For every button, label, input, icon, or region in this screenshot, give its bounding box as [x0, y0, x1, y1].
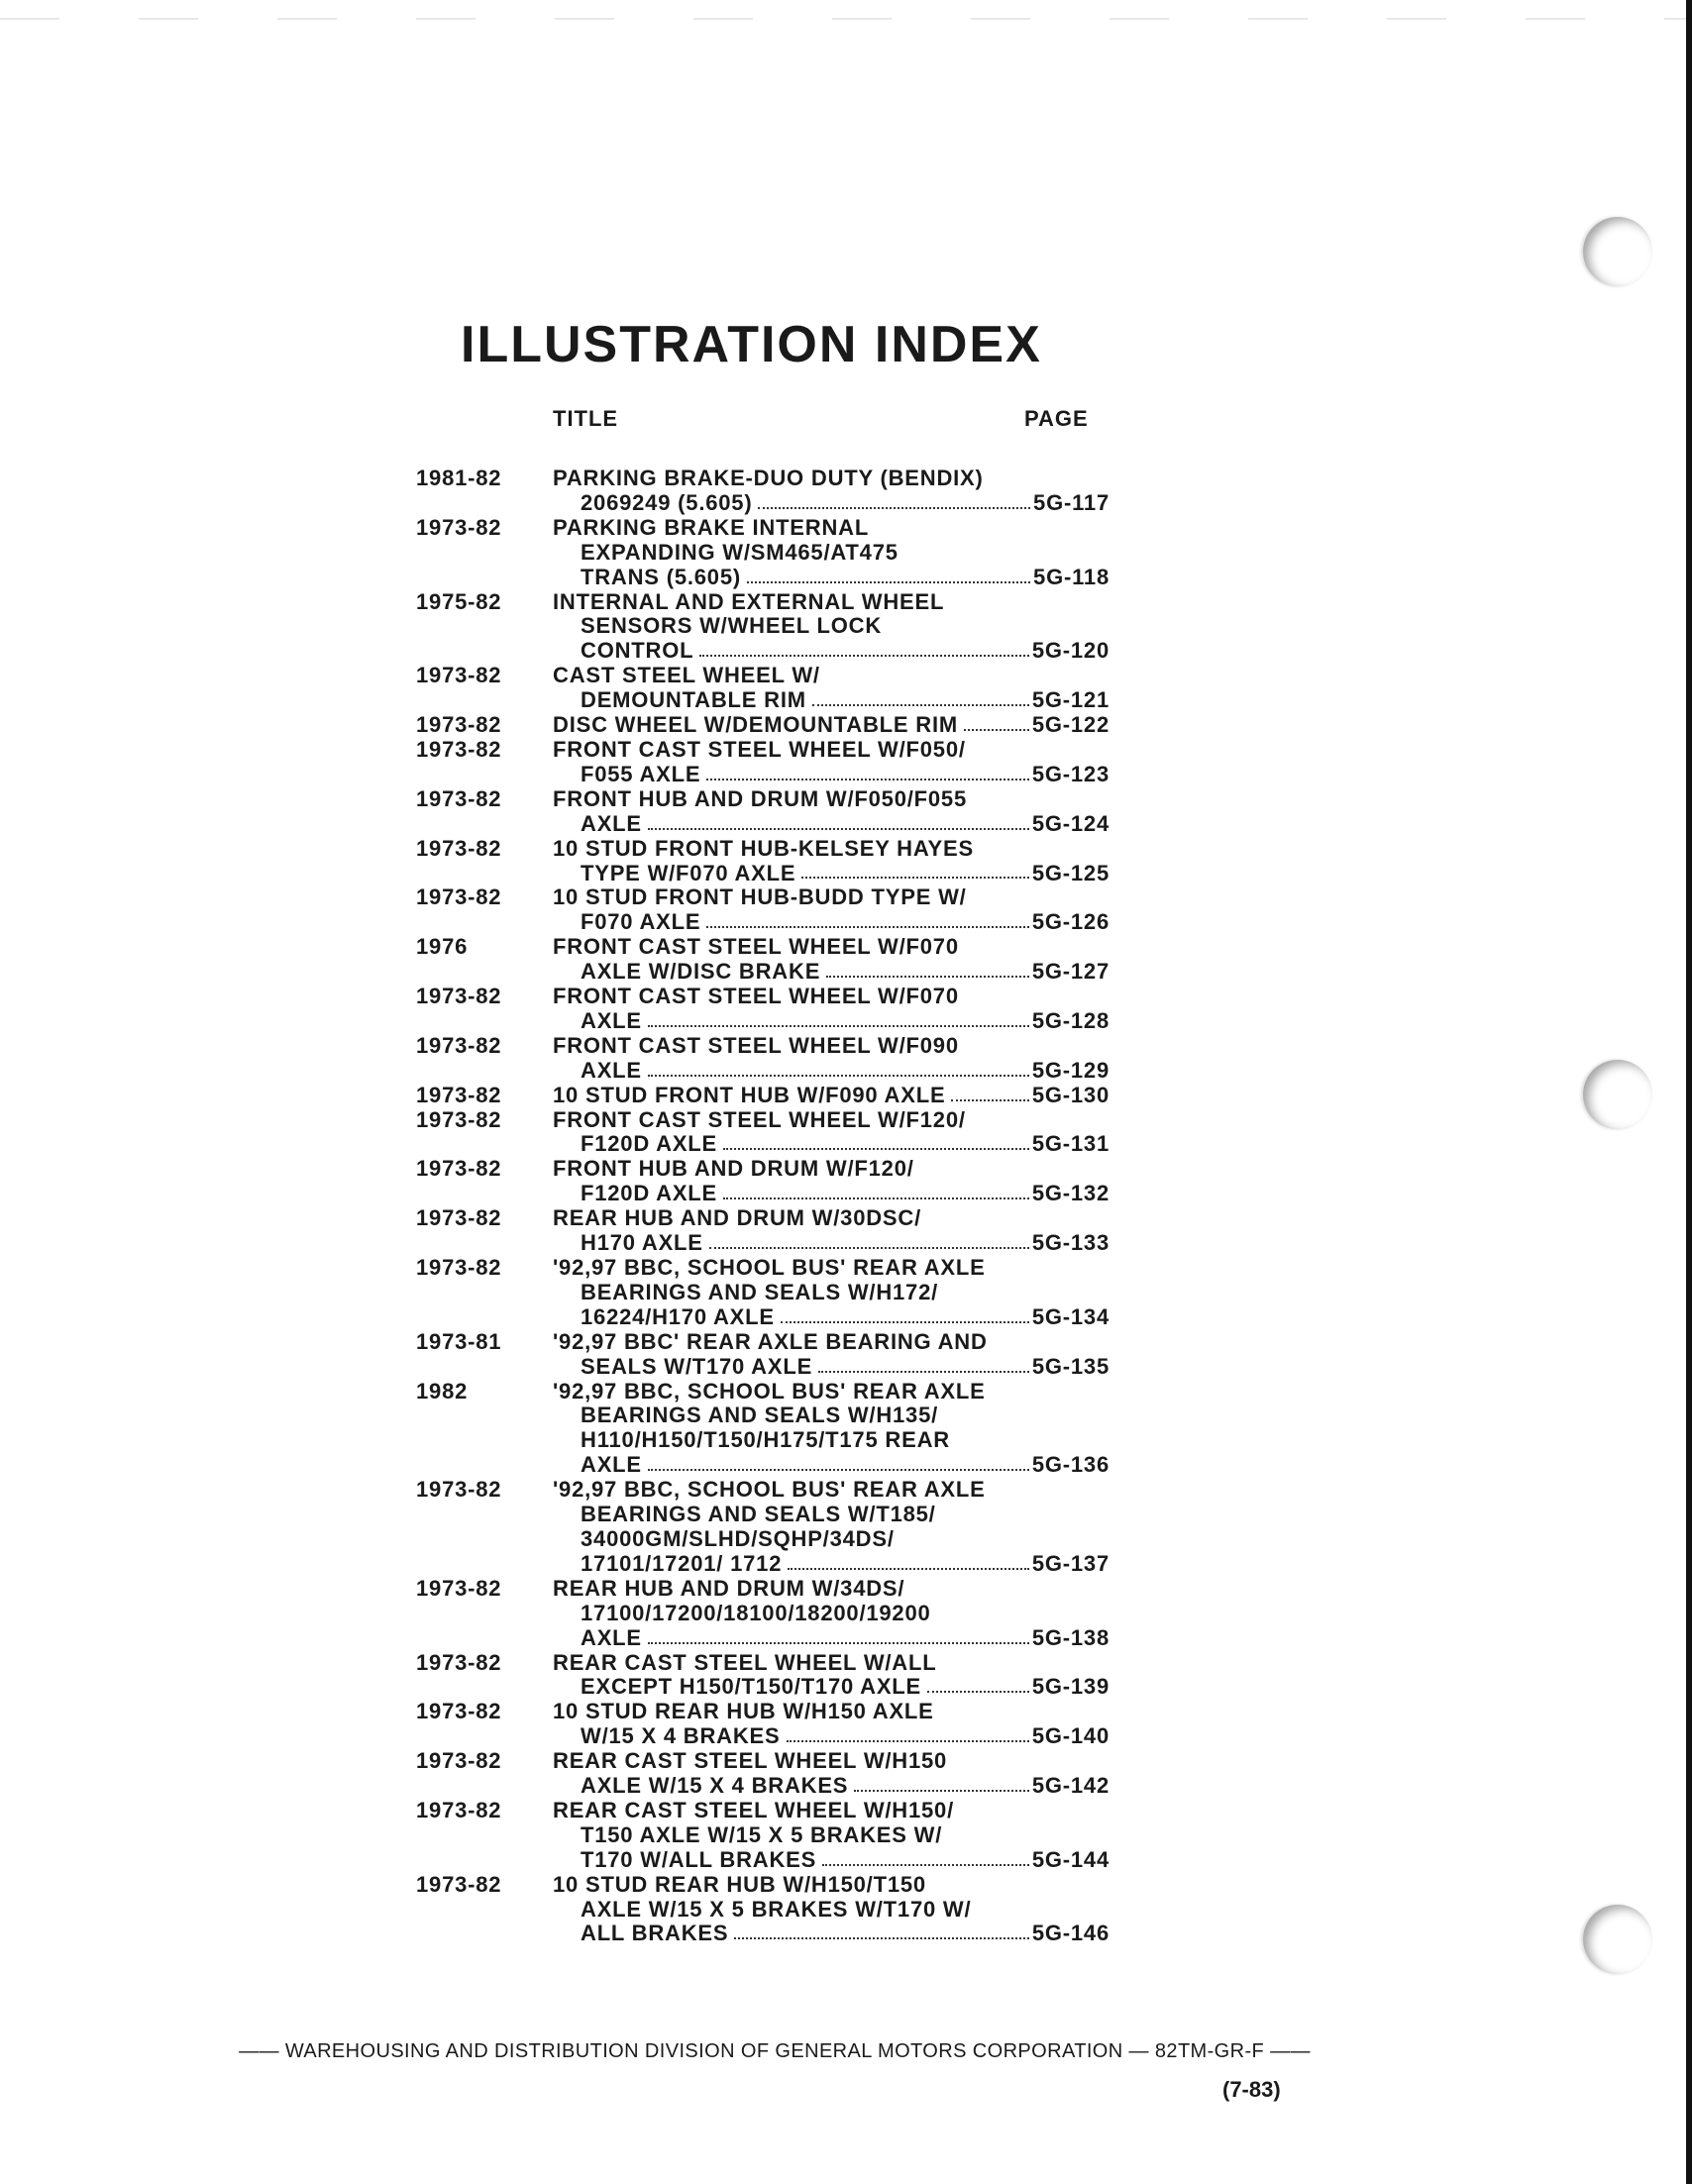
entry-page: 5G-127	[1031, 959, 1110, 985]
index-entry	[416, 590, 1110, 665]
entry-title-line: FRONT CAST STEEL WHEEL W/F090	[553, 1032, 959, 1058]
entry-title-line	[553, 812, 1110, 837]
entry-title-text: 17101/17201/ 1712	[581, 1550, 783, 1576]
entry-title-line	[553, 1305, 1110, 1330]
entry-page: 5G-117	[1033, 489, 1110, 515]
dot-leader	[818, 1355, 1029, 1373]
entry-page: 5G-138	[1031, 1624, 1110, 1650]
index-entry	[416, 1034, 1110, 1084]
index-entry	[416, 837, 1110, 886]
entry-title-line: 10 STUD REAR HUB W/H150/T150	[553, 1871, 926, 1897]
binder-hole-bottom	[1583, 1905, 1652, 1974]
entry-year: 1973-82	[416, 1082, 502, 1107]
entry-year: 1973-82	[416, 984, 502, 1009]
index-entry	[416, 787, 1110, 837]
entry-title-line: REAR CAST STEEL WHEEL W/ALL	[553, 1649, 937, 1675]
entry-title-line: FRONT CAST STEEL WHEEL W/F120/	[553, 1106, 966, 1132]
entry-year: 1973-82	[416, 1255, 502, 1280]
entry-title-line: PARKING BRAKE-DUO DUTY (BENDIX)	[553, 466, 984, 490]
entry-year: 1973-82	[416, 736, 502, 762]
entry-title-line: 34000GM/SLHD/SQHP/34DS/	[581, 1525, 895, 1551]
entry-page: 5G-146	[1031, 1921, 1110, 1946]
entry-title	[553, 467, 1110, 516]
entry-title-line: FRONT HUB AND DRUM W/F050/F055	[553, 785, 967, 811]
entry-title	[553, 1108, 1110, 1158]
entry-title	[553, 1084, 1110, 1108]
entry-title-line: T150 AXLE W/15 X 5 BRAKES W/	[581, 1821, 943, 1847]
entry-year: 1973-82	[416, 514, 502, 540]
entry-year: 1973-82	[416, 884, 502, 910]
entry-page: 5G-122	[1031, 712, 1110, 738]
entry-year: 1982	[416, 1378, 469, 1404]
entry-title-line: '92,97 BBC, SCHOOL BUS' REAR AXLE	[553, 1255, 986, 1280]
entry-title	[553, 1330, 1110, 1380]
dot-leader	[964, 713, 1029, 731]
dot-leader	[706, 910, 1028, 928]
entry-page: 5G-118	[1033, 564, 1110, 589]
top-edge-smudge	[0, 18, 1692, 20]
index-entry	[416, 1799, 1110, 1873]
dot-leader	[787, 1724, 1029, 1742]
entry-title-text: 10 STUD FRONT HUB W/F090 AXLE	[553, 1082, 946, 1107]
entry-page: 5G-121	[1031, 687, 1110, 713]
entry-title-line: 10 STUD FRONT HUB-BUDD TYPE W/	[553, 884, 967, 910]
index-entry	[416, 713, 1110, 738]
entry-page: 5G-129	[1031, 1057, 1110, 1083]
entry-year: 1976	[416, 934, 469, 960]
entry-title-line	[553, 1084, 1110, 1108]
dot-leader	[747, 566, 1030, 583]
dot-leader	[648, 1453, 1029, 1471]
entry-title	[553, 1256, 1110, 1330]
dot-leader	[648, 1009, 1029, 1027]
entry-title-line: REAR CAST STEEL WHEEL W/H150	[553, 1748, 948, 1774]
entry-title-line: BEARINGS AND SEALS W/H135/	[581, 1403, 939, 1428]
entry-title-line: 10 STUD REAR HUB W/H150 AXLE	[553, 1699, 934, 1724]
entry-title-line: FRONT CAST STEEL WHEEL W/F070	[553, 934, 959, 960]
entry-year: 1973-82	[416, 1106, 502, 1132]
index-entry	[416, 1749, 1110, 1799]
dot-leader	[854, 1774, 1029, 1792]
index-entry	[416, 467, 1110, 516]
dot-leader	[699, 639, 1028, 657]
entry-title-line: REAR HUB AND DRUM W/30DSC/	[553, 1205, 921, 1231]
page-edge	[1686, 0, 1692, 2184]
entry-year: 1973-81	[416, 1328, 502, 1354]
entry-title-text: AXLE	[581, 1007, 642, 1033]
entry-title-line	[553, 862, 1110, 886]
entry-page: 5G-124	[1031, 810, 1110, 836]
index-entry	[416, 1873, 1110, 1947]
entry-title-line	[553, 1626, 1110, 1651]
entry-title	[553, 885, 1110, 935]
dot-leader	[648, 1626, 1029, 1644]
index-entry	[416, 1651, 1110, 1701]
entry-title-text: F070 AXLE	[581, 909, 701, 935]
entry-page: 5G-130	[1031, 1082, 1110, 1107]
entry-title-line: FRONT HUB AND DRUM W/F120/	[553, 1156, 914, 1182]
index-entry	[416, 1108, 1110, 1158]
entry-title-line	[553, 763, 1110, 787]
entry-title	[553, 837, 1110, 886]
entry-title-text: ALL BRAKES	[581, 1921, 729, 1946]
entry-title-line	[553, 1848, 1110, 1873]
dot-leader	[758, 491, 1030, 509]
entry-page: 5G-134	[1031, 1303, 1110, 1329]
entry-title-text: DEMOUNTABLE RIM	[581, 687, 806, 713]
index-entry	[416, 664, 1110, 713]
entry-title-line	[553, 1132, 1110, 1157]
entry-title-line	[553, 713, 1110, 738]
entry-year: 1973-82	[416, 1699, 502, 1724]
entry-title-text: 2069249 (5.605)	[581, 489, 753, 515]
column-header-page: PAGE	[1024, 406, 1089, 431]
entry-title	[553, 1157, 1110, 1206]
entry-title-line: REAR CAST STEEL WHEEL W/H150/	[553, 1797, 954, 1822]
dot-leader	[648, 1059, 1029, 1077]
entry-title-line: H110/H150/T150/H175/T175 REAR	[581, 1427, 950, 1453]
entry-year: 1973-82	[416, 1797, 502, 1822]
entry-title-line: INTERNAL AND EXTERNAL WHEEL	[553, 588, 945, 614]
entry-title-text: DISC WHEEL W/DEMOUNTABLE RIM	[553, 712, 959, 738]
entry-title	[553, 935, 1110, 985]
entry-page: 5G-140	[1031, 1723, 1110, 1749]
entry-title-text: TRANS (5.605)	[581, 564, 741, 589]
entry-page: 5G-126	[1031, 909, 1110, 935]
entry-title-text: AXLE	[581, 1452, 642, 1478]
dot-leader	[648, 812, 1029, 830]
entry-year: 1973-82	[416, 712, 502, 738]
entry-title-text: AXLE W/DISC BRAKE	[581, 959, 821, 985]
entry-year: 1973-82	[416, 1032, 502, 1058]
index-entry	[416, 1256, 1110, 1330]
index-entries	[416, 467, 1110, 1946]
binder-hole-top	[1583, 217, 1652, 286]
entry-title	[553, 1206, 1110, 1256]
dot-leader	[706, 763, 1028, 780]
dot-leader	[723, 1132, 1029, 1150]
entry-year: 1973-82	[416, 785, 502, 811]
entry-title-line	[553, 688, 1110, 713]
entry-title-line	[553, 491, 1110, 516]
entry-title-text: 16224/H170 AXLE	[581, 1303, 775, 1329]
entry-title-text: TYPE W/F070 AXLE	[581, 860, 796, 885]
entry-title-text: F120D AXLE	[581, 1181, 718, 1206]
entry-title-line: REAR HUB AND DRUM W/34DS/	[553, 1575, 905, 1601]
entry-title	[553, 787, 1110, 837]
entry-page: 5G-120	[1031, 638, 1110, 664]
entry-title-line	[553, 1182, 1110, 1206]
entry-title-text: SEALS W/T170 AXLE	[581, 1353, 813, 1379]
dot-leader	[709, 1231, 1029, 1249]
entry-title	[553, 664, 1110, 713]
entry-title-text: H170 AXLE	[581, 1230, 703, 1256]
dot-leader	[812, 688, 1029, 706]
entry-year: 1973-82	[416, 1156, 502, 1182]
footer-text: —— WAREHOUSING AND DISTRIBUTION DIVISION OF GENERAL MOTORS CORPORATION — 82TM-GR-F ——	[239, 2040, 1311, 2062]
page-title: ILLUSTRATION INDEX	[461, 316, 1042, 373]
entry-page: 5G-137	[1031, 1550, 1110, 1576]
entry-page: 5G-128	[1031, 1007, 1110, 1033]
index-entry	[416, 1380, 1110, 1479]
entry-title-line	[553, 1724, 1110, 1749]
index-entry	[416, 1700, 1110, 1749]
entry-year: 1973-82	[416, 1477, 502, 1503]
entry-title-line	[553, 639, 1110, 664]
entry-title-text: EXCEPT H150/T150/T170 AXLE	[581, 1674, 922, 1700]
entry-title	[553, 985, 1110, 1034]
entry-title-line	[553, 566, 1110, 590]
entry-title	[553, 1873, 1110, 1947]
entry-title-line: CAST STEEL WHEEL W/	[553, 663, 820, 688]
entry-title-line	[553, 1355, 1110, 1380]
dot-leader	[927, 1675, 1029, 1693]
entry-title-line: EXPANDING W/SM465/AT475	[581, 539, 899, 565]
dot-leader	[822, 1848, 1029, 1866]
entry-title-line: FRONT CAST STEEL WHEEL W/F070	[553, 984, 959, 1009]
entry-title-text: F120D AXLE	[581, 1131, 718, 1157]
entry-title-text: CONTROL	[581, 638, 694, 664]
dot-leader	[951, 1084, 1028, 1101]
entry-title-line	[553, 1009, 1110, 1034]
index-entry	[416, 516, 1110, 590]
entry-year: 1973-82	[416, 1575, 502, 1601]
entry-title	[553, 1700, 1110, 1749]
entry-year: 1975-82	[416, 588, 502, 614]
entry-title-text: W/15 X 4 BRAKES	[581, 1723, 781, 1749]
index-entry	[416, 1206, 1110, 1256]
index-entry	[416, 885, 1110, 935]
entry-title-line: '92,97 BBC' REAR AXLE BEARING AND	[553, 1328, 988, 1354]
entry-title	[553, 1478, 1110, 1577]
index-entry	[416, 1478, 1110, 1577]
dot-leader	[788, 1552, 1029, 1570]
entry-page: 5G-125	[1031, 860, 1110, 885]
index-entry	[416, 935, 1110, 985]
dot-leader	[734, 1922, 1028, 1939]
entry-page: 5G-123	[1031, 761, 1110, 786]
entry-title-line	[553, 910, 1110, 935]
index-entry	[416, 1577, 1110, 1651]
entry-title-line	[553, 1231, 1110, 1256]
entry-title	[553, 713, 1110, 738]
index-entry	[416, 738, 1110, 787]
entry-title-line	[553, 1774, 1110, 1799]
entry-year: 1973-82	[416, 1205, 502, 1231]
entry-title-line	[553, 1675, 1110, 1700]
entry-year: 1973-82	[416, 663, 502, 688]
entry-title-line: BEARINGS AND SEALS W/T185/	[581, 1502, 936, 1527]
index-entry	[416, 1157, 1110, 1206]
dot-leader	[723, 1182, 1029, 1199]
index-entry	[416, 1084, 1110, 1108]
entry-title-line: BEARINGS AND SEALS W/H172/	[581, 1279, 939, 1304]
entry-page: 5G-132	[1031, 1181, 1110, 1206]
entry-title-line: '92,97 BBC, SCHOOL BUS' REAR AXLE	[553, 1477, 986, 1503]
entry-title-line	[553, 960, 1110, 985]
entry-page: 5G-131	[1031, 1131, 1110, 1157]
binder-hole-middle	[1583, 1060, 1652, 1129]
entry-title-line: '92,97 BBC, SCHOOL BUS' REAR AXLE	[553, 1378, 986, 1404]
entry-year: 1981-82	[416, 466, 502, 490]
entry-year: 1973-82	[416, 1871, 502, 1897]
entry-title	[553, 590, 1110, 665]
entry-page: 5G-133	[1031, 1230, 1110, 1256]
entry-title-text: AXLE	[581, 1624, 642, 1650]
index-entry	[416, 985, 1110, 1034]
entry-title-line	[553, 1059, 1110, 1084]
entry-year: 1973-82	[416, 835, 502, 861]
entry-year: 1973-82	[416, 1649, 502, 1675]
entry-title-line: 10 STUD FRONT HUB-KELSEY HAYES	[553, 835, 974, 861]
entry-title	[553, 738, 1110, 787]
entry-title	[553, 1749, 1110, 1799]
entry-page: 5G-144	[1031, 1846, 1110, 1872]
entry-title-text: T170 W/ALL BRAKES	[581, 1846, 817, 1872]
entry-title	[553, 1799, 1110, 1873]
entry-title-line	[553, 1552, 1110, 1577]
entry-title-line: PARKING BRAKE INTERNAL	[553, 514, 870, 540]
entry-title-line: SENSORS W/WHEEL LOCK	[581, 613, 883, 639]
entry-title	[553, 516, 1110, 590]
entry-year: 1973-82	[416, 1748, 502, 1774]
dot-leader	[826, 960, 1029, 978]
entry-title-text: AXLE W/15 X 4 BRAKES	[581, 1773, 849, 1799]
entry-title-line: AXLE W/15 X 5 BRAKES W/T170 W/	[581, 1896, 972, 1922]
entry-title-line: 17100/17200/18100/18200/19200	[581, 1600, 931, 1625]
entry-title	[553, 1034, 1110, 1084]
entry-page: 5G-139	[1031, 1674, 1110, 1700]
entry-title-text: F055 AXLE	[581, 761, 701, 786]
entry-title-line: FRONT CAST STEEL WHEEL W/F050/	[553, 736, 966, 762]
entry-title-text: AXLE	[581, 1057, 642, 1083]
entry-title	[553, 1577, 1110, 1651]
entry-title-line	[553, 1922, 1110, 1946]
entry-title-text: AXLE	[581, 810, 642, 836]
dot-leader	[781, 1305, 1029, 1323]
dot-leader	[801, 862, 1028, 880]
entry-page: 5G-135	[1031, 1353, 1110, 1379]
entry-page: 5G-136	[1031, 1452, 1110, 1478]
entry-title	[553, 1651, 1110, 1701]
column-header-title: TITLE	[553, 406, 619, 431]
entry-page: 5G-142	[1031, 1773, 1110, 1799]
entry-title	[553, 1380, 1110, 1479]
revision-date: (7-83)	[1222, 2077, 1281, 2102]
entry-title-line	[553, 1453, 1110, 1478]
index-entry	[416, 1330, 1110, 1380]
